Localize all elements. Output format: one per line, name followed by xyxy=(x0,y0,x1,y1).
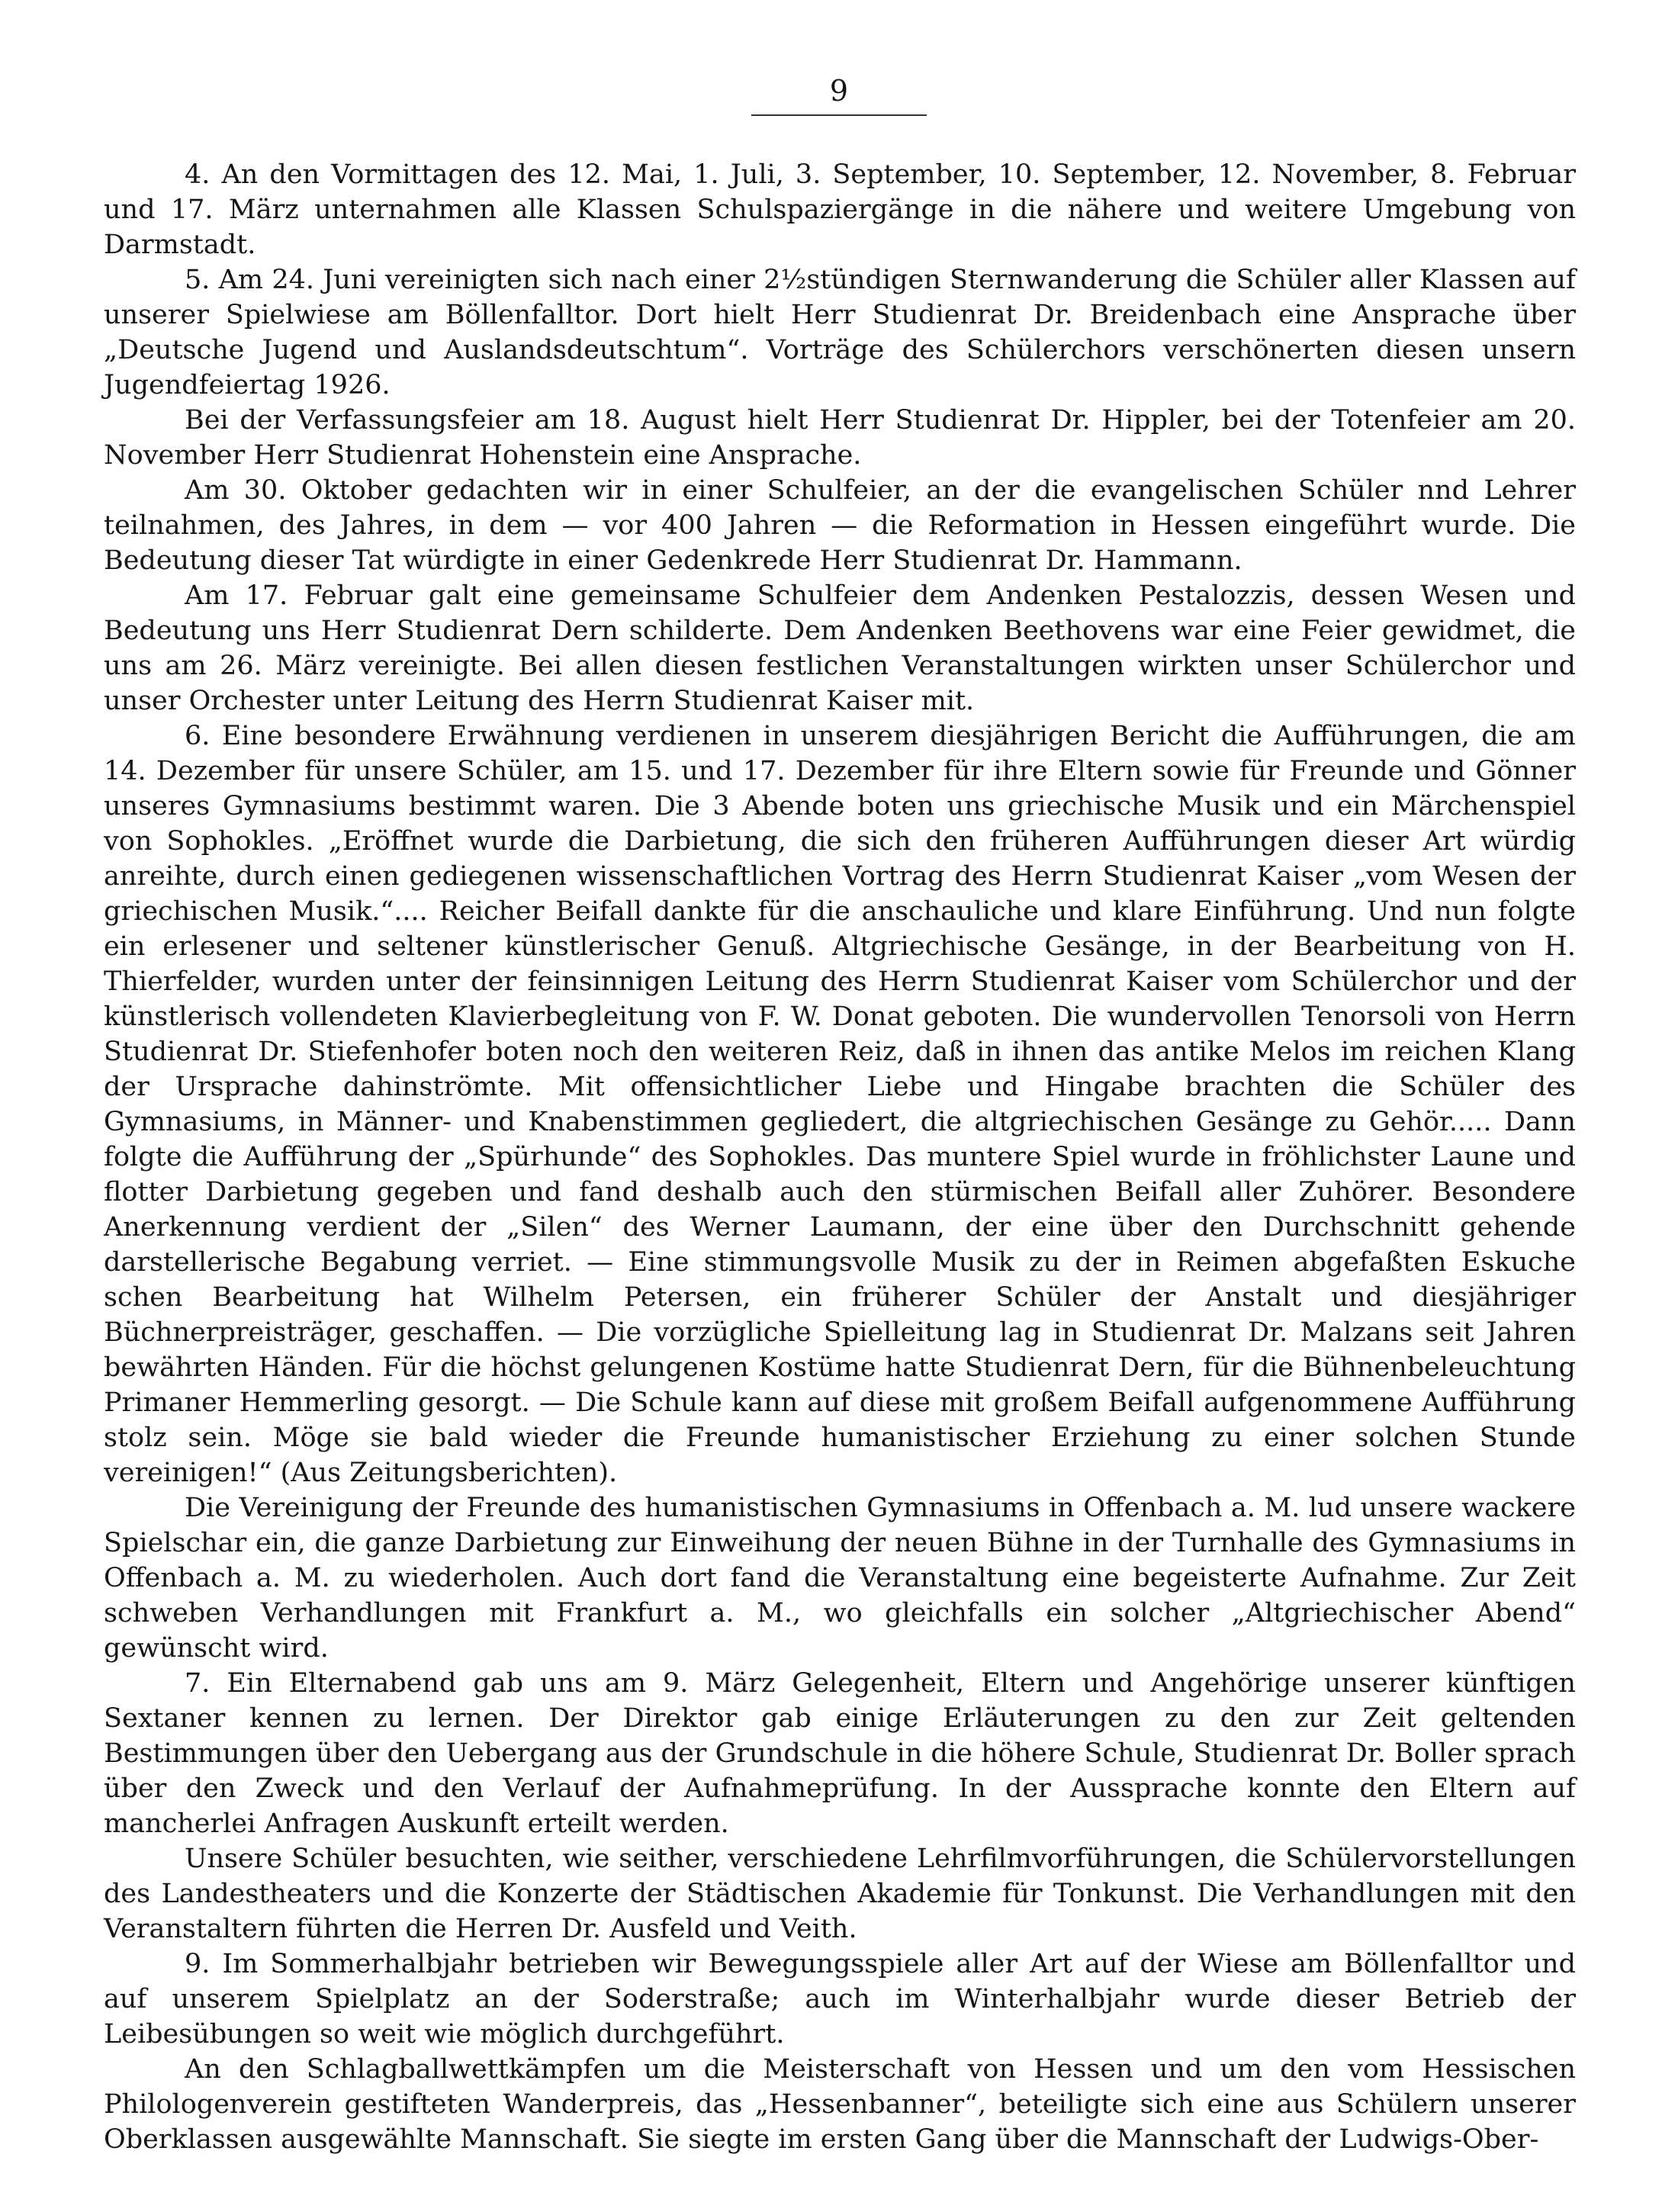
paragraph-theatre-visits: Unsere Schüler besuchten, wie seither, verschiedene Lehrfilmvorführungen, die Schülervorstellungen des Landestheaters und die Konzerte der Städtischen Akademie für Tonkunst. Die Verhandlungen mit den Veranstaltern führten die Herren Dr. Ausfeld und Veith. xyxy=(104,1844,1576,1944)
paragraph-schlagball: An den Schlagballwettkämpfen um die Meisterschaft von Hessen und um den vom Hessischen Philologenverein gestifteten Wanderpreis, das „Hessenbanner“, beteiligte sich eine aus Schülern unserer Oberklassen ausgewählte Mannschaft. Sie siegte im ersten Gang über die Mannschaft der Ludwigs-Ober- xyxy=(104,2054,1576,2155)
paragraph-reformation-celebration: Am 30. Oktober gedachten wir in einer Schulfeier, an der die evangelischen Schüler nnd Lehrer teilnahmen, des Jahres, in dem — vor 400 Jahren — die Reformation in Hessen eingeführt wurde. Die Bedeutung dieser Tat würdigte in einer Gedenkrede Herr Studienrat Dr. Hammann. xyxy=(104,475,1576,576)
paragraph-performances: 6. Eine besondere Erwähnung verdienen in unserem diesjährigen Bericht die Aufführungen, die am 14. Dezember für unsere Schüler, am 15. und 17. Dezember für ihre Eltern sowie für Freunde und Gönner unseres Gymnasiums bestimmt waren. Die 3 Abende boten uns griechische Musik und ein Märchenspiel von Sophokles. „Eröffnet wurde die Darbietung, die sich den früheren Aufführungen dieser Art würdig anreihte, durch einen gediegenen wissenschaftlichen Vortrag des Herrn Studienrat Kaiser „vom Wesen der griechischen Musik.“.... Reicher Beifall dankte für die anschauliche und klare Einführung. Und nun folgte ein erlesener und seltener künstlerischer Genuß. Altgriechische Gesänge, in der Bearbeitung von H. Thierfelder, wurden unter der feinsinnigen Leitung des Herrn Studienrat Kaiser vom Schülerchor und der künstlerisch vollendeten Klavierbegleitung von F. W. Donat geboten. Die wundervollen Tenorsoli von Herrn Studienrat Dr. Stiefenhofer boten noch den weiteren Reiz, daß in ihnen das antike Melos im reichen Klang der Ursprache dahinströmte. Mit offensichtlicher Liebe und Hingabe brachten die Schüler des Gymnasiums, in Männer- und Knabenstimmen gegliedert, die altgriechischen Gesänge zu Gehör..... Dann folgte die Aufführung der „Spürhunde“ des Sophokles. Das muntere Spiel wurde in fröhlichster Laune und flotter Darbietung gegeben und fand deshalb auch den stürmischen Beifall aller Zuhörer. Besondere Anerkennung verdient der „Silen“ des Werner Laumann, der eine über den Durchschnitt gehende darstellerische Begabung verriet. — Eine stimmungsvolle Musik zu der in Reimen abgefaßten Eskuche schen Bearbeitung hat Wilhelm Petersen, ein früherer Schüler der Anstalt und diesjähriger Büchnerpreisträger, geschaffen. — Die vorzügliche Spielleitung lag in Studienrat Dr. Malzans seit Jahren bewährten Händen. Für die höchst gelungenen Kostüme hatte Studienrat Dern, für die Bühnenbeleuchtung Primaner Hemmerling gesorgt. — Die Schule kann auf diese mit großem Beifall aufgenommene Aufführung stolz sein. Möge sie bald wieder die Freunde humanistischer Erziehung zu einer solchen Stunde vereinigen!“ (Aus Zeitungsberichten). xyxy=(104,721,1576,1488)
document-body xyxy=(104,157,1576,2157)
paragraph-constitution-day: Bei der Verfassungsfeier am 18. August hielt Herr Studienrat Dr. Hippler, bei der Totenfeier am 20. November Herr Studienrat Hohenstein eine Ansprache. xyxy=(104,405,1576,471)
page-number: 9 xyxy=(829,74,849,108)
paragraph-school-walks: 4. An den Vormittagen des 12. Mai, 1. Juli, 3. September, 10. September, 12. November, 8. Februar und 17. März unternahmen alle Klassen Schulspaziergänge in die nähere und weitere Umgebung von Darmstadt. xyxy=(104,159,1576,260)
paragraph-star-hike: 5. Am 24. Juni vereinigten sich nach einer 2½stündigen Sternwanderung die Schüler aller Klassen auf unserer Spielwiese am Böllenfalltor. Dort hielt Herr Studienrat Dr. Breidenbach eine Ansprache über „Deutsche Jugend und Auslandsdeutschtum“. Vorträge des Schülerchors verschönerten diesen unsern Jugendfeiertag 1926. xyxy=(104,265,1576,400)
paragraph-offenbach: Die Vereinigung der Freunde des humanistischen Gymnasiums in Offenbach a. M. lud unsere wackere Spielschar ein, die ganze Darbietung zur Einweihung der neuen Bühne in der Turnhalle des Gymnasiums in Offenbach a. M. zu wiederholen. Auch dort fand die Veranstaltung eine begeisterte Aufnahme. Zur Zeit schweben Verhandlungen mit Frankfurt a. M., wo gleichfalls ein solcher „Altgriechischer Abend“ gewünscht wird. xyxy=(104,1493,1576,1664)
header-rule xyxy=(751,114,927,116)
paragraph-sports: 9. Im Sommerhalbjahr betrieben wir Bewegungsspiele aller Art auf der Wiese am Böllenfalltor und auf unserem Spielplatz an der Soderstraße; auch im Winterhalbjahr wurde dieser Betrieb der Leibesübungen so weit wie möglich durchgeführt. xyxy=(104,1949,1576,2050)
paragraph-parents-evening: 7. Ein Elternabend gab uns am 9. März Gelegenheit, Eltern und Angehörige unserer künftigen Sextaner kennen zu lernen. Der Direktor gab einige Erläuterungen zu den zur Zeit geltenden Bestimmungen über den Uebergang aus der Grundschule in die höhere Schule, Studienrat Dr. Boller sprach über den Zweck und den Verlauf der Aufnahmeprüfung. In der Aussprache konnte den Eltern auf mancherlei Anfragen Auskunft erteilt werden. xyxy=(104,1668,1576,1839)
paragraph-pestalozzi-beethoven: Am 17. Februar galt eine gemeinsame Schulfeier dem Andenken Pestalozzis, dessen Wesen und Bedeutung uns Herr Studienrat Dern schilderte. Dem Andenken Beethovens war eine Feier gewidmet, die uns am 26. März vereinigte. Bei allen diesen festlichen Veranstaltungen wirkten unser Schülerchor und unser Orchester unter Leitung des Herrn Studienrat Kaiser mit. xyxy=(104,580,1576,716)
